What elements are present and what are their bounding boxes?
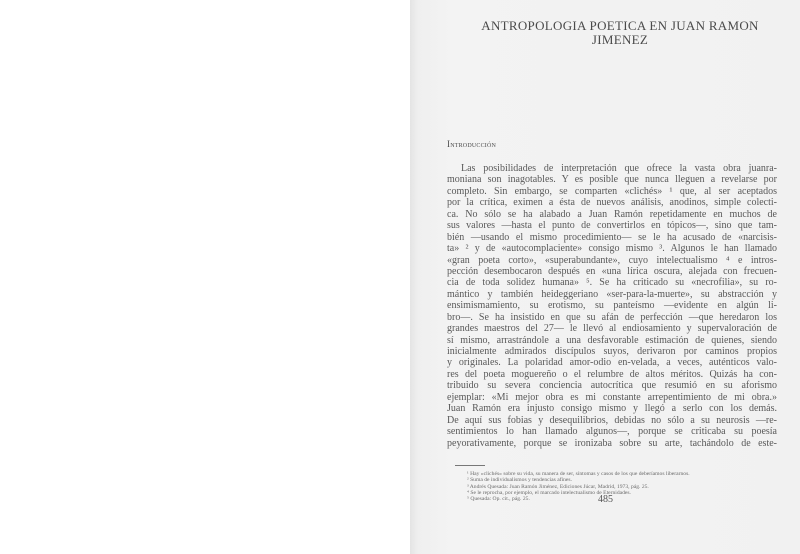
text-line: ensimismamiento, su erotismo, su panteísmo —evidente en algún li- <box>447 300 777 312</box>
body-paragraph <box>447 163 777 449</box>
text-line: pección desembocaron después en «una lírica oscura, alejada con frecuen- <box>447 265 777 277</box>
text-line: tribuido su severa conciencia autocrítica que resumió en su aforismo <box>447 380 777 392</box>
text-line: ejemplar: «Mi mejor obra es mi constante arrepentimiento de mi obra.» <box>447 391 777 403</box>
text-line: cia de toda solidez humana» ⁵. Se ha criticado su «necrofilia», su ro- <box>447 277 777 289</box>
text-line: bién —usando el mismo procedimiento— se le ha acusado de «narcisis- <box>447 231 777 243</box>
footnote: ⁴ Se le reprocha, por ejemplo, el marcado intelectualismo de Eternidades. <box>467 489 631 496</box>
text-line: Las posibilidades de interpretación que ofrece la vasta obra juanra- <box>461 163 777 174</box>
footnote: ³ Andrés Quesada: Juan Ramón Jiménez, Ediciones Júcar, Madrid, 1973, pág. 25. <box>467 483 649 490</box>
text-line: inicialmente admirados discípulos suyos, derivaron por caminos propios <box>447 346 777 357</box>
footnote-divider <box>455 465 485 466</box>
text-line: ta» ² y de «autocomplaciente» consigo mismo ³. Algunos le han llamado <box>447 243 777 255</box>
chapter-title-line-1: ANTROPOLOGIA POETICA EN JUAN RAMON <box>481 18 759 33</box>
text-line: peyorativamente, porque se ironizaba sobre su arte, tachándolo de este- <box>447 437 777 449</box>
footnote: ² Suma de individualismos y tendencias afines. <box>467 477 572 484</box>
section-heading: Introducción <box>447 139 497 149</box>
text-line: grandes maestros del 27— le llevó al endiosamiento y supervaloración de <box>447 323 777 335</box>
text-line: moniana son inagotables. Y es posible que nunca lleguen a revelarse por <box>447 174 777 186</box>
text-line: De aquí sus fobias y desequilibrios, debidas no sólo a su neurosis —re- <box>447 414 777 426</box>
page-number: 485 <box>598 494 613 505</box>
text-line: Juan Ramón era injusto consigo mismo y llegó a serlo con los demás. <box>447 403 777 415</box>
text-line: sí mismo, arrastrándole a una desfavorable estimación de quienes, siendo <box>447 334 777 346</box>
text-line: «gran poeta corto», «superabundante», cuyo intelectualismo ⁴ e intros- <box>447 254 777 266</box>
text-line: ca. No sólo se ha alabado a Juan Ramón repetidamente en muchos de <box>447 208 777 220</box>
text-line: mántico y también heideggeriano «ser-para-la-muerte», su abstracción y <box>447 288 777 300</box>
text-line: por la crítica, eximen a ésta de nuevos análisis, anodinos, simple colecti- <box>447 197 777 209</box>
text-line: sentimientos lo han llamado algunos—, porque se criticaba su poesía <box>447 426 777 438</box>
chapter-title-line-2: JIMENEZ <box>591 32 649 47</box>
text-line: res del poeta moguereño o el relumbre de altos méritos. Quizás ha con- <box>447 368 777 380</box>
footnote: ⁵ Quesada: Op. cit., pág. 25. <box>467 496 530 503</box>
text-line: bro—. Se ha insistido en que su afán de perfección —que heredaron los <box>447 311 777 323</box>
footnotes <box>467 471 690 502</box>
text-line: y originales. La polaridad amor-odio en-velada, a veces, auténticos valo- <box>447 357 777 369</box>
text-line: completo. Sin embargo, se comparten «clichés» ¹ que, al ser aceptados <box>447 185 777 197</box>
text-line: sus valores —hasta el punto de convertirlos en tópicos—, sino que tam- <box>447 220 777 232</box>
footnote: ¹ Hay «clichés» sobre su vida, su manera de ser, síntomas y casos de los que deberíamos liberarnos. <box>467 471 690 477</box>
